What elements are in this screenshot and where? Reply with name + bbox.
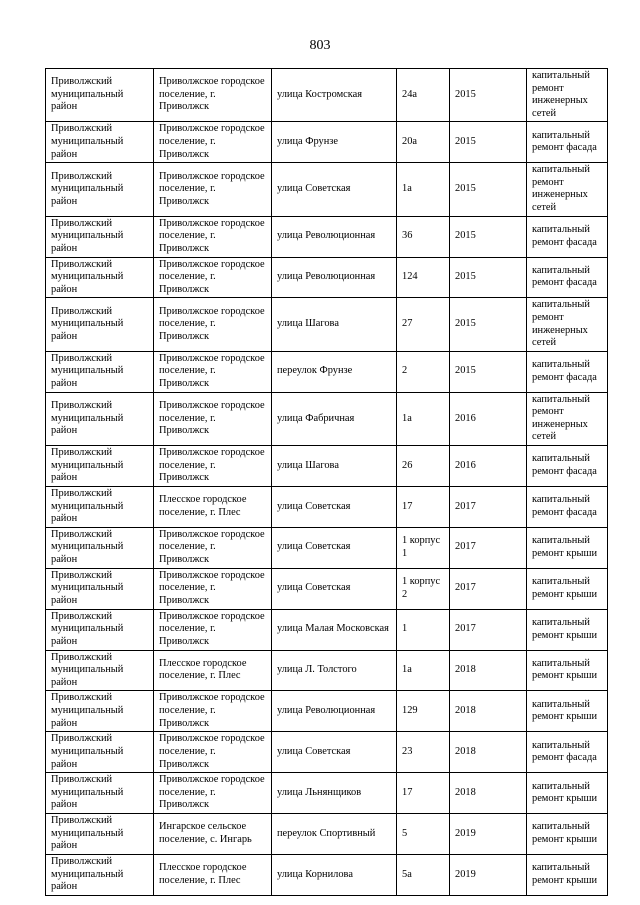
district-cell: Приволжский муниципальный район	[46, 568, 154, 609]
street-cell: улица Льнянщиков	[272, 773, 397, 814]
house-number-cell: 24а	[397, 69, 450, 122]
street-cell: улица Фрунзе	[272, 122, 397, 163]
work-type-cell: капитальный ремонт фасада	[527, 216, 608, 257]
work-type-cell: капитальный ремонт инженерных сетей	[527, 163, 608, 216]
settlement-cell: Приволжское городское поселение, г. Приволжск	[154, 122, 272, 163]
settlement-cell: Плесское городское поселение, г. Плес	[154, 650, 272, 691]
street-cell: переулок Фрунзе	[272, 351, 397, 392]
year-cell: 2015	[450, 122, 527, 163]
year-cell: 2019	[450, 854, 527, 895]
table-row	[46, 216, 608, 257]
table-row	[46, 298, 608, 351]
street-cell: улица Революционная	[272, 691, 397, 732]
settlement-cell: Ингарское сельское поселение, с. Ингарь	[154, 814, 272, 855]
house-number-cell: 129	[397, 691, 450, 732]
table-row	[46, 69, 608, 122]
table-row	[46, 691, 608, 732]
work-type-cell: капитальный ремонт крыши	[527, 854, 608, 895]
table-row	[46, 163, 608, 216]
settlement-cell: Приволжское городское поселение, г. Приволжск	[154, 216, 272, 257]
street-cell: улица Фабричная	[272, 392, 397, 445]
year-cell: 2016	[450, 446, 527, 487]
page-number: 803	[309, 38, 331, 53]
district-cell: Приволжский муниципальный район	[46, 163, 154, 216]
work-type-cell: капитальный ремонт крыши	[527, 609, 608, 650]
street-cell: улица Советская	[272, 732, 397, 773]
settlement-cell: Приволжское городское поселение, г. Приволжск	[154, 609, 272, 650]
work-type-cell: капитальный ремонт крыши	[527, 691, 608, 732]
work-type-cell: капитальный ремонт инженерных сетей	[527, 392, 608, 445]
district-cell: Приволжский муниципальный район	[46, 392, 154, 445]
district-cell: Приволжский муниципальный район	[46, 216, 154, 257]
year-cell: 2018	[450, 773, 527, 814]
district-cell: Приволжский муниципальный район	[46, 773, 154, 814]
settlement-cell: Приволжское городское поселение, г. Приволжск	[154, 163, 272, 216]
settlement-cell: Приволжское городское поселение, г. Приволжск	[154, 732, 272, 773]
table-row	[46, 650, 608, 691]
year-cell: 2018	[450, 732, 527, 773]
work-type-cell: капитальный ремонт крыши	[527, 814, 608, 855]
table-row	[46, 732, 608, 773]
house-number-cell: 2	[397, 351, 450, 392]
house-number-cell: 17	[397, 773, 450, 814]
work-type-cell: капитальный ремонт крыши	[527, 568, 608, 609]
street-cell: улица Костромская	[272, 69, 397, 122]
house-number-cell: 23	[397, 732, 450, 773]
district-cell: Приволжский муниципальный район	[46, 854, 154, 895]
settlement-cell: Приволжское городское поселение, г. Приволжск	[154, 691, 272, 732]
street-cell: улица Советская	[272, 527, 397, 568]
house-number-cell: 124	[397, 257, 450, 298]
house-number-cell: 1а	[397, 163, 450, 216]
house-number-cell: 27	[397, 298, 450, 351]
district-cell: Приволжский муниципальный район	[46, 351, 154, 392]
table-row	[46, 392, 608, 445]
year-cell: 2015	[450, 298, 527, 351]
year-cell: 2016	[450, 392, 527, 445]
work-type-cell: капитальный ремонт фасада	[527, 446, 608, 487]
house-number-cell: 1а	[397, 392, 450, 445]
district-cell: Приволжский муниципальный район	[46, 298, 154, 351]
settlement-cell: Приволжское городское поселение, г. Приволжск	[154, 298, 272, 351]
settlement-cell: Приволжское городское поселение, г. Приволжск	[154, 773, 272, 814]
table-row	[46, 122, 608, 163]
district-cell: Приволжский муниципальный район	[46, 69, 154, 122]
street-cell: улица Корнилова	[272, 854, 397, 895]
house-number-cell: 17	[397, 486, 450, 527]
year-cell: 2018	[450, 650, 527, 691]
settlement-cell: Приволжское городское поселение, г. Приволжск	[154, 69, 272, 122]
work-type-cell: капитальный ремонт фасада	[527, 732, 608, 773]
year-cell: 2017	[450, 609, 527, 650]
year-cell: 2015	[450, 216, 527, 257]
settlement-cell: Приволжское городское поселение, г. Приволжск	[154, 527, 272, 568]
settlement-cell: Приволжское городское поселение, г. Приволжск	[154, 257, 272, 298]
work-type-cell: капитальный ремонт фасада	[527, 122, 608, 163]
registry-table-body	[46, 69, 608, 896]
work-type-cell: капитальный ремонт фасада	[527, 351, 608, 392]
year-cell: 2017	[450, 486, 527, 527]
table-row	[46, 773, 608, 814]
work-type-cell: капитальный ремонт крыши	[527, 650, 608, 691]
work-type-cell: капитальный ремонт инженерных сетей	[527, 69, 608, 122]
table-row	[46, 854, 608, 895]
table-row	[46, 609, 608, 650]
house-number-cell: 5а	[397, 854, 450, 895]
district-cell: Приволжский муниципальный район	[46, 732, 154, 773]
district-cell: Приволжский муниципальный район	[46, 814, 154, 855]
table-row	[46, 446, 608, 487]
house-number-cell: 36	[397, 216, 450, 257]
district-cell: Приволжский муниципальный район	[46, 122, 154, 163]
registry-table	[45, 68, 608, 896]
year-cell: 2015	[450, 163, 527, 216]
house-number-cell: 1 корпус 2	[397, 568, 450, 609]
year-cell: 2017	[450, 527, 527, 568]
table-row	[46, 527, 608, 568]
settlement-cell: Плесское городское поселение, г. Плес	[154, 486, 272, 527]
table-row	[46, 257, 608, 298]
work-type-cell: капитальный ремонт фасада	[527, 257, 608, 298]
house-number-cell: 1 корпус 1	[397, 527, 450, 568]
street-cell: улица Советская	[272, 486, 397, 527]
house-number-cell: 1а	[397, 650, 450, 691]
street-cell: улица Малая Московская	[272, 609, 397, 650]
street-cell: улица Советская	[272, 568, 397, 609]
house-number-cell: 5	[397, 814, 450, 855]
district-cell: Приволжский муниципальный район	[46, 650, 154, 691]
year-cell: 2015	[450, 351, 527, 392]
work-type-cell: капитальный ремонт инженерных сетей	[527, 298, 608, 351]
settlement-cell: Приволжское городское поселение, г. Приволжск	[154, 568, 272, 609]
settlement-cell: Приволжское городское поселение, г. Приволжск	[154, 392, 272, 445]
table-row	[46, 486, 608, 527]
table-row	[46, 814, 608, 855]
street-cell: улица Советская	[272, 163, 397, 216]
district-cell: Приволжский муниципальный район	[46, 257, 154, 298]
house-number-cell: 20а	[397, 122, 450, 163]
table-row	[46, 351, 608, 392]
year-cell: 2017	[450, 568, 527, 609]
work-type-cell: капитальный ремонт крыши	[527, 773, 608, 814]
street-cell: улица Революционная	[272, 257, 397, 298]
street-cell: улица Шагова	[272, 298, 397, 351]
district-cell: Приволжский муниципальный район	[46, 609, 154, 650]
district-cell: Приволжский муниципальный район	[46, 446, 154, 487]
year-cell: 2015	[450, 69, 527, 122]
work-type-cell: капитальный ремонт крыши	[527, 527, 608, 568]
year-cell: 2018	[450, 691, 527, 732]
street-cell: улица Шагова	[272, 446, 397, 487]
street-cell: улица Л. Толстого	[272, 650, 397, 691]
settlement-cell: Приволжское городское поселение, г. Приволжск	[154, 446, 272, 487]
street-cell: переулок Спортивный	[272, 814, 397, 855]
work-type-cell: капитальный ремонт фасада	[527, 486, 608, 527]
district-cell: Приволжский муниципальный район	[46, 691, 154, 732]
table-row	[46, 568, 608, 609]
year-cell: 2015	[450, 257, 527, 298]
district-cell: Приволжский муниципальный район	[46, 527, 154, 568]
settlement-cell: Плесское городское поселение, г. Плес	[154, 854, 272, 895]
house-number-cell: 1	[397, 609, 450, 650]
settlement-cell: Приволжское городское поселение, г. Приволжск	[154, 351, 272, 392]
house-number-cell: 26	[397, 446, 450, 487]
district-cell: Приволжский муниципальный район	[46, 486, 154, 527]
street-cell: улица Революционная	[272, 216, 397, 257]
year-cell: 2019	[450, 814, 527, 855]
